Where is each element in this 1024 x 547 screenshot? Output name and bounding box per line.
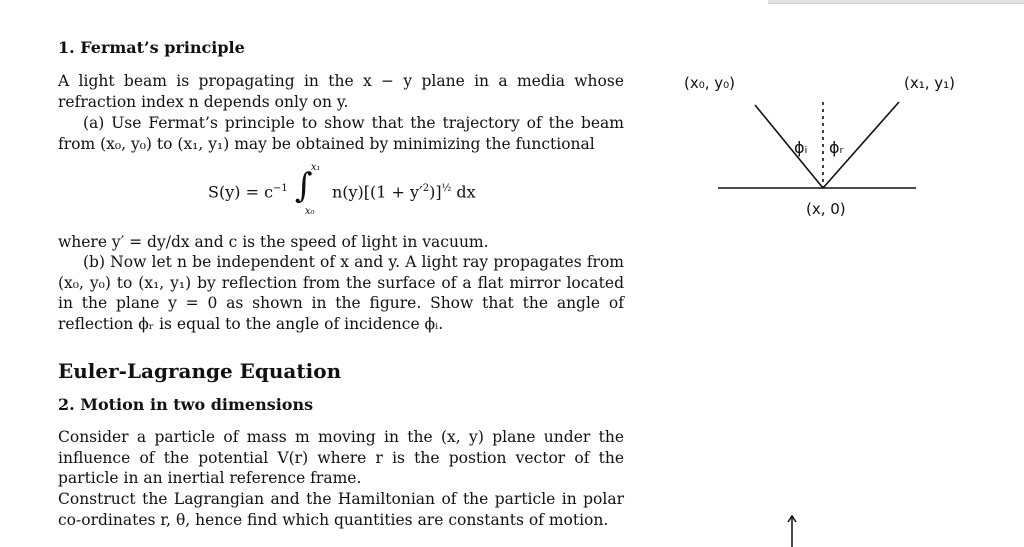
formula-tail: dx [451,182,476,202]
where-text: where y′ = dy/dx and c is the speed of light in vacuum. [58,233,489,251]
section-2-para-2: Construct the Lagrangian and the Hamiltonian of the particle in polar co-ordinates r, θ, hence find which quantities are constants of motion. [58,490,624,529]
top-scroll-edge [768,0,1024,4]
section-1-title: 1. Fermat’s principle [58,38,245,57]
integral-sign [293,162,327,217]
part-b-text: (b) Now let n be independent of x and y. A light ray propagates from (x₀, y₀) to (x₁, y₁) by reflection from the surface of a flat mirror located in the plane y = 0 as shown in the figure. Show that the angle of reflection ϕᵣ is equal to the angle of incidence ϕᵢ. [58,253,624,333]
incidence-angle-label: ϕᵢ [794,138,808,157]
formula-lhs: S(y) = c [208,182,274,202]
functional-formula [208,162,476,217]
part-a-text: (a) Use Fermat’s principle to show that the trajectory of the beam from (x₀, y₀) to (x₁, y₁) may be obtained by minimizing the functional [58,114,624,153]
reflection-point-label: (x, 0) [806,200,846,218]
euler-lagrange-heading: Euler-Lagrange Equation [58,359,342,383]
formula-lhs-exponent: −1 [273,183,288,195]
section-2-title: 2. Motion in two dimensions [58,395,314,414]
start-point-label: (x₀, y₀) [684,74,736,92]
arrow-cursor-icon [784,513,800,547]
integral-lower-limit: x₀ [304,206,315,217]
section-2-para-1: Consider a particle of mass m moving in the (x, y) plane under the influence of the potential V(r) where r is the postion vector of the particle in an inertial reference frame. [58,428,624,488]
incident-ray [755,105,823,188]
reflection-angle-label: ϕᵣ [829,138,844,157]
end-point-label: (x₁, y₁) [904,74,956,92]
formula-half-exponent: ½ [441,183,452,195]
formula-body: n(y)[(1 + y′ [331,182,423,202]
formula-body-exponent: 2 [422,183,430,195]
reflection-figure [668,62,968,232]
integral-glyph: ∫ [294,166,313,206]
formula-body-close: )] [429,182,442,202]
integral-upper-limit: x₁ [310,162,321,173]
section-1-intro: A light beam is propagating in the x − y plane in a media whose refraction index n depends only on y. [58,72,624,111]
